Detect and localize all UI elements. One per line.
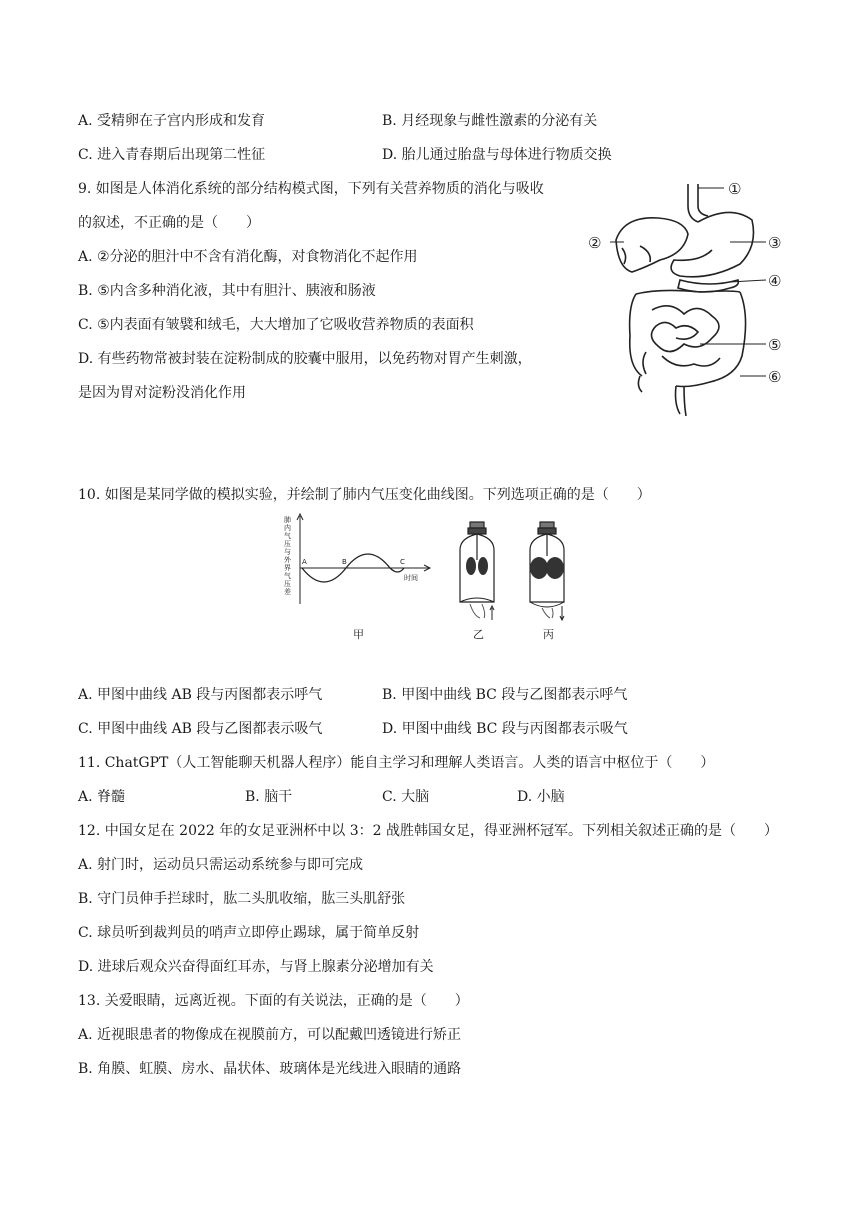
q8-option-a: A. 受精卵在子宫内形成和发育 (78, 113, 266, 129)
bell-jar-figure-yi (452, 520, 502, 624)
q12-option-d: D. 进球后观众兴奋得面红耳赤，与肾上腺素分泌增加有关 (78, 959, 434, 975)
q11-option-a: A. 脊髓 (78, 789, 126, 805)
q11-option-b: B. 脑干 (245, 789, 293, 805)
q12-option-b: B. 守门员伸手拦球时，肱二头肌收缩，肱三头肌舒张 (78, 891, 406, 907)
point-b: B (342, 558, 347, 566)
figure-label-5: ⑤ (768, 336, 782, 354)
point-c: C (400, 558, 405, 566)
q8-option-c: C. 进入青春期后出现第二性征 (78, 147, 266, 163)
q13-stem: 13. 关爱眼睛，远离近视。下面的有关说法，正确的是（ ） (78, 993, 469, 1009)
q11-option-c: C. 大脑 (382, 789, 430, 805)
q11-stem: 11. ChatGPT（人工智能聊天机器人程序）能自主学习和理解人类语言。人类的语言中枢位于（ ） (78, 755, 715, 771)
figure-label-6: ⑥ (768, 368, 782, 386)
q9-stem-line1: 9. 如图是人体消化系统的部分结构模式图，下列有关营养物质的消化与吸收 (78, 181, 544, 197)
pressure-curve-figure (282, 512, 442, 612)
q12-option-c: C. 球员听到裁判员的哨声立即停止踢球，属于简单反射 (78, 925, 420, 941)
figure-label-3: ③ (768, 234, 782, 252)
q8-option-b: B. 月经现象与雌性激素的分泌有关 (382, 113, 598, 129)
fig-label-jia: 甲 (353, 628, 364, 641)
fig-label-yi: 乙 (473, 628, 484, 641)
q9-option-a: A. ②分泌的胆汁中不含有消化酶，对食物消化不起作用 (78, 249, 418, 265)
q11-option-d: D. 小脑 (517, 789, 565, 805)
q9-option-d-line2: 是因为胃对淀粉没消化作用 (78, 385, 246, 401)
q9-option-b: B. ⑤内含多种消化液，其中有胆汁、胰液和肠液 (78, 283, 376, 299)
q8-option-d: D. 胎儿通过胎盘与母体进行物质交换 (382, 147, 612, 163)
bell-jar-figure-bing (522, 520, 572, 624)
figure-label-4: ④ (768, 272, 782, 290)
fig-label-bing: 丙 (543, 628, 554, 641)
q10-option-a: A. 甲图中曲线 AB 段与丙图都表示呼气 (78, 687, 323, 703)
q12-option-a: A. 射门时，运动员只需运动系统参与即可完成 (78, 857, 364, 873)
q10-option-c: C. 甲图中曲线 AB 段与乙图都表示吸气 (78, 721, 323, 737)
q9-stem-line2: 的叙述，不正确的是（ ） (78, 215, 260, 231)
y-axis-label: 肺内气压与外界气压差 (284, 516, 291, 596)
q12-stem: 12. 中国女足在 2022 年的女足亚洲杯中以 3：2 战胜韩国女足，得亚洲杯冠军。下列相关叙述正确的是（ ） (78, 823, 778, 839)
q13-option-b: B. 角膜、虹膜、房水、晶状体、玻璃体是光线进入眼睛的通路 (78, 1061, 462, 1077)
q10-option-b: B. 甲图中曲线 BC 段与乙图都表示呼气 (382, 687, 628, 703)
q13-option-a: A. 近视眼患者的物像成在视膜前方，可以配戴凹透镜进行矫正 (78, 1027, 462, 1043)
q10-stem: 10. 如图是某同学做的模拟实验，并绘制了肺内气压变化曲线图。下列选项正确的是（ ） (78, 487, 651, 503)
point-a: A (302, 558, 307, 566)
q9-option-d-line1: D. 有些药物常被封装在淀粉制成的胶囊中服用，以免药物对胃产生刺激， (78, 351, 532, 367)
digestive-system-figure (580, 176, 800, 422)
figure-label-2: ② (588, 234, 602, 252)
q10-option-d: D. 甲图中曲线 BC 段与丙图都表示吸气 (382, 721, 628, 737)
q9-option-c: C. ⑤内表面有皱襞和绒毛，大大增加了它吸收营养物质的表面积 (78, 317, 474, 333)
figure-label-1: ① (728, 180, 742, 198)
x-axis-label: 时间 (404, 574, 418, 582)
